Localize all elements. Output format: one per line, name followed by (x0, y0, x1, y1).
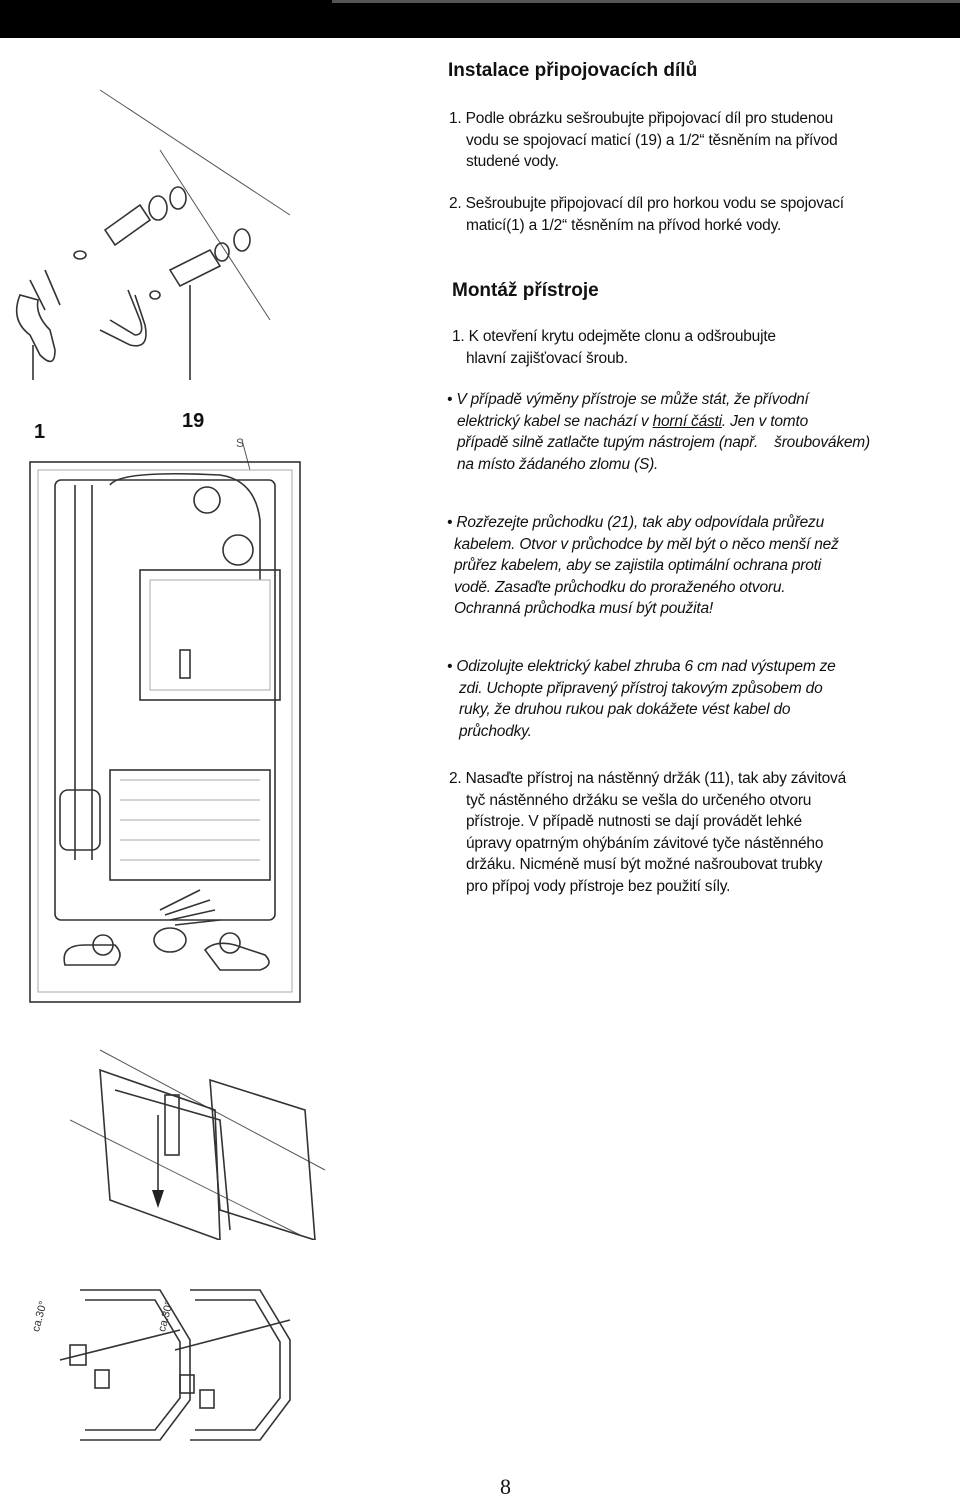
fittings-illustration (0, 80, 300, 380)
bracket-detail-right (160, 1270, 310, 1450)
header-bar (0, 0, 960, 38)
label-19: 19 (182, 410, 205, 432)
section-title-mounting: Montáž přístroje (452, 280, 599, 301)
page-number: 8 (500, 1474, 511, 1499)
mount-step-2: 2. Nasaďte přístroj na nástěnný držák (11), tak aby závitová tyč nástěnného držáku se vešla do určeného otvoru přístroje. V případě nutnosti se dají provádět lehké úpravy opatrným ohýbáním závitové tyče nástěnného držáku. Nicméně musí být možné našroubovat trubky pro přípoj vody přístroje bez použití síly. (449, 770, 846, 895)
angle-label-right: ca.30° (156, 1299, 176, 1334)
install-step-1: 1. Podle obrázku sešroubujte připojovací díl pro studenou vodu se spojovací maticí (19) a 1/2“ těsněním na přívod studené vody. (449, 110, 838, 170)
label-s: S (236, 436, 245, 450)
section-title-installation: Instalace připojovacích dílů (448, 60, 698, 81)
bullet-strip-cable: • Odizolujte elektrický kabel zhruba 6 cm nad výstupem ze zdi. Uchopte připravený přístroj takovým způsobem do ruky, že druhou rukou pak dokážete vést kabel do průchodky. (447, 658, 836, 740)
bullet-grommet: • Rozřezejte průchodku (21), tak aby odpovídala průřezu kabelem. Otvor v průchodce by měl být o něco menší než průřez kabelem, aby se zajistila optimální ochrana proti vodě. Zasaďte průchodku do proraženého otvoru. Ochranná průchodka musí být použita! (447, 514, 839, 617)
header-bar-line (332, 0, 960, 3)
mount-step-1: 1. K otevření krytu odejměte clonu a odšroubujte hlavní zajišťovací šroub. (452, 328, 776, 367)
device-open-illustration (20, 440, 310, 1040)
wall-bracket-illustration (70, 1040, 330, 1240)
bullet-cable-position: • V případě výměny přístroje se může stát, že přívodní elektrický kabel se nachází v horní části. Jen v tomto případě silně zatlačte tupým nástrojem (např. šroubovákem) na místo žádaného zlomu (S). (447, 391, 870, 473)
install-step-2: 2. Sešroubujte připojovací díl pro horkou vodu se spojovací maticí(1) a 1/2“ těsněním na přívod horké vody. (449, 195, 844, 234)
label-1: 1 (34, 421, 46, 443)
angle-label-left: ca.30° (30, 1299, 50, 1334)
